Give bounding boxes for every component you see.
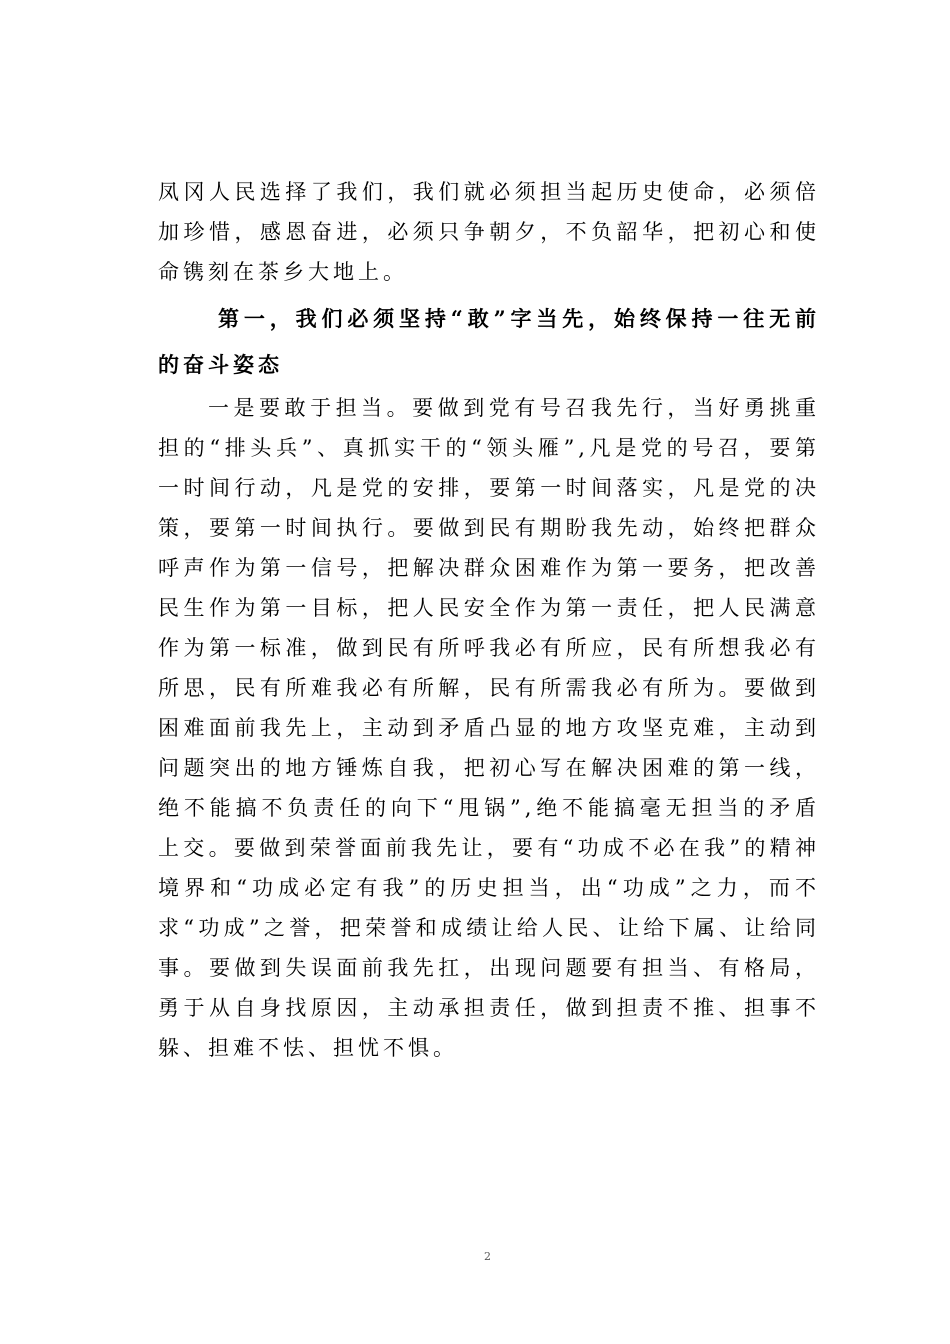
section-heading: 第一，我们必须坚持“敢”字当先，始终保持一往无前的奋斗姿态 (158, 306, 820, 377)
document-body (158, 172, 820, 1068)
body-paragraph-continuation: 凤冈人民选择了我们，我们就必须担当起历史使命，必须倍加珍惜，感恩奋进，必须只争朝夕，不负韶华，把初心和使命镌刻在茶乡大地上。 (158, 180, 820, 284)
body-paragraph: 一是要敢于担当。要做到党有号召我先行，当好勇挑重担的“排头兵”、真抓实干的“领头雁”,凡是党的号召，要第一时间行动，凡是党的安排，要第一时间落实，凡是党的决策，要第一时间执行。要做到民有期盼我先动，始终把群众呼声作为第一信号，把解决群众困难作为第一要务，把改善民生作为第一目标，把人民安全作为第一责任，把人民满意作为第一标准，做到民有所呼我必有所应，民有所想我必有所思，民有所难我必有所解，民有所需我必有所为。要做到困难面前我先上，主动到矛盾凸显的地方攻坚克难，主动到问题突出的地方锤炼自我，把初心写在解决困难的第一线，绝不能搞不负责任的向下“甩锅”,绝不能搞毫无担当的矛盾上交。要做到荣誉面前我先让，要有“功成不必在我”的精神境界和“功成必定有我”的历史担当，出“功成”之力，而不求“功成”之誉，把荣誉和成绩让给人民、让给下属、让给同事。要做到失误面前我先扛，出现问题要有担当、有格局，勇于从自身找原因，主动承担责任，做到担责不推、担事不躲、担难不怯、担忧不惧。 (158, 396, 820, 1060)
page-number: 2 (484, 1250, 491, 1263)
